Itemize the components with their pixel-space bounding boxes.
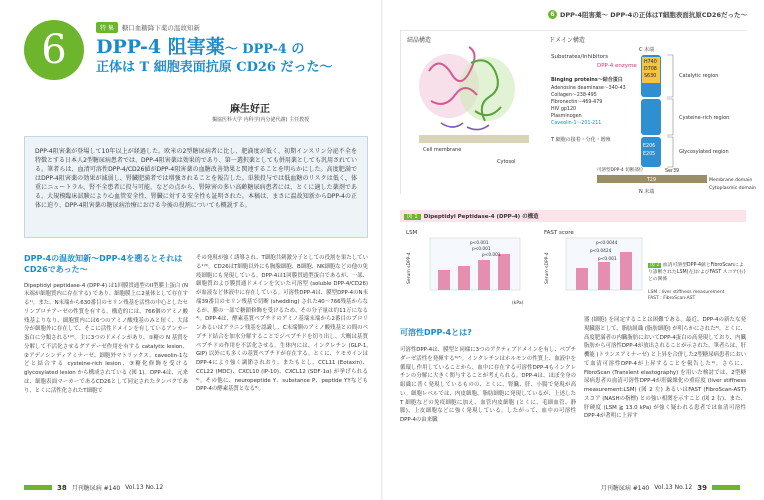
p-value: p<0.001	[470, 241, 489, 246]
ser39-label: Ser39	[665, 169, 680, 174]
figure-2-legend	[648, 290, 724, 303]
e205-label: E205	[643, 152, 656, 157]
author-affiliation: 獨協医科大学 内科学(内分泌代謝) 主任教授	[212, 117, 310, 123]
crystal-label: 結晶構造	[407, 37, 432, 44]
folio-bar	[24, 485, 52, 490]
figure-tag: 図 1	[404, 214, 421, 220]
region-label: Glycosylated region	[679, 149, 729, 155]
substrates-label: Substrates/Inhibitors	[551, 54, 609, 60]
bar	[458, 266, 470, 290]
lsm-xlabel: (kPa)	[512, 301, 524, 306]
folio-right	[601, 483, 740, 492]
p-value: p<0.001	[472, 247, 491, 252]
p-value: p<0.001	[482, 253, 501, 258]
abstract-text: DPP-4阻害薬が登場して10年以上が経過した。欧米の2型糖尿病者に比し、肥満度が低く、初期インスリン分泌不全を特徴とする日本人2型糖尿病患者では、DPP-4阻害薬は効果的であり、第一選択薬としても併用薬としても汎用されている。筆者らは、血清可溶性DPP-4/CD26値がDPP-4阻害薬の血糖改善効果と関連することを明らかにした。高度肥満ではDPP-4阻害薬の効果が減弱し、腎臓肥満者では増強されることを報告した。単独投与では低血糖のリスクは低く、体重にニュートラル、腎不全患者に投与可能、などの点から、腎障害の多い高齢糖尿病患者には、とくに適した薬剤である。大規模臨床試験により心血管安全性、腎臓に対する安全性も証明された。本稿は、まさに温故知新からDPP-4の正体に迫り、DPP-4阻害薬の糖尿病治療における今後の役割についても概説する。	[35, 148, 357, 209]
cysteine-domain	[641, 99, 661, 135]
t29-label: T29	[647, 178, 657, 183]
figure-2-caption	[648, 262, 746, 284]
fast-ylabel: Serum sDPP-4	[545, 252, 550, 284]
figure-tag: 図 2	[650, 263, 660, 268]
body-text: その発現が強く誘導され、T細胞共刺激分子としての役割を果たしている¹⁾³⁾。CD26はT細胞以外にも胸腺細胞、B細胞、NK細胞などの他の免疫細胞にも発現している。DPP-4は1回膜貫通型蛋白であるが、一部、細胞質および膜貫通ドメインを欠いた可溶型 (soluble DPP-4/CD26) が血液など体液中に存在している。可溶性DPP-4は、膜型DPP-4のN末端39番目のセリン残基で切断 (shedding) された40〜766残基からなるが、膜の一部で糖鎖修飾を受けるため、その分子量は約11万になる⁴⁾。DPP-4は、酵素基質ペプチドのアミノ基端末端から2番目のプロリンあるいはアラニン残基を認識し、C末端側のアミノ酸残基との間のペプチド結合を加水分解することでジペプチドを切り出し、大概は基質ペプチドの作用を不活化させる。生体内には、インクレチン (GLP-1, GIP) 以外にも多くの基質ペプチドが存在する。とくに、ケモカインはDPP-4により強く調節されおり、またもとし、CCL11 (Eotaxin)、CCL22 (MDC)、CXCL10 (IP-10)、CXCL12 (SDF-1α) が挙げられる⁵⁾。その他に、neuropeptide Y、substance P、peptide YYなどもDPP-4の酵素基質となる⁶⁾。	[196, 255, 368, 393]
column-c	[400, 346, 576, 425]
binding-item: Adenosine deaminase〜340-43	[551, 86, 626, 91]
chapter-badge: 6	[24, 20, 84, 80]
binding-item: Plasminogen	[551, 114, 582, 119]
volume: Vol.13 No.12	[125, 484, 164, 491]
binding-item: Caveolin-1〜201-211	[551, 121, 602, 126]
enzyme-label: DPP-4 enzyme	[597, 63, 637, 69]
column-b	[196, 254, 368, 394]
journal-name: 月刊糖尿病 #140	[600, 485, 650, 492]
binding-item: HIV gp120	[551, 107, 577, 112]
fast-title: FAST score	[544, 230, 574, 236]
legend-item: FAST : FibroScan-AST	[648, 296, 696, 302]
n-end-label: N 末端	[639, 189, 655, 195]
soluble-site-label: 可溶型DPP-4 切断部位	[597, 168, 644, 173]
domain-label: ドメイン構造	[549, 37, 585, 44]
body-text: 器 (細胞) を同定することは困難である。最近、DPP-4の新たな発現臓器として、脂肪組織 (脂肪細胞) が明らかにされた⁸⁾。とくに、高度肥満者の内臓脂肪においてDPP-4蛋白の高発現しており、内臓脂肪から可溶性DPP-4が放出されることが示された。筆者らは、肝機能 (トランスアミナーゼ) と上昇を合併した2型糖尿病患者において血清可溶性DPP-4が上昇することを報告した⁹⁾。さらに、FibroScan (Transient elastography) を用いた検討では、2型糖尿病患者の血清可溶性DPP-4が肝線維化の重症度 (liver stiffness measurement:LSM) (図 2 左) あるいはFAST (FibroScan-AST) スコア (NASHの指標) との強い相関を示すこと (図 2 右)、また、肝硬度 (LSM ≧ 13.0 kPa) が強く疑われる患者では血清可溶性DPP-4が著明に上昇す	[584, 317, 746, 420]
caption-text: Dipeptidyl Peptidase-4 (DPP-4) の構造	[423, 214, 539, 220]
region-label: Catalytic region	[679, 73, 719, 79]
body-text: Dipeptidyl peptidase-4 (DPP-4) は1回膜貫通型のII型膜上蛋白 (N末端が細胞質内に存在する) であり、細胞膜上に2量体として存在する¹⁾。また、N末端から630番目のセリン残基を活性の中心としたセリンプロテアーゼの性質を有する。構造的には、766個のアミノ酸残基よりなり、細胞質内には6つのアミノ酸残基のみと短く、大部分が細胞外に存在して、そこに活性ドメインを有しているアンカー蛋白に分類される¹⁾²⁾。主に3つのドメインがあり、①糖の N 基質を分解して不活化させるグアデーゼ作用を有する catalytic lesion、②アデノシンディアミナーゼ、細胞外マトリックス、caveolin-1などと結合する cysteine-rich lesion、③糖化修飾を受ける glycosylated lesion から構成されている (図 1)。DPP-4は、元来は、細胞表面マーカーであるCD26として同定されたタンパクであり、とくに活性化されたT細胞で	[24, 282, 188, 394]
lsm-ylabel: Serum sDPP-4	[407, 252, 412, 284]
cell-membrane-label: Cell membrane	[423, 147, 462, 153]
legend-item: LSM : liver stiffness measurement	[648, 290, 725, 295]
title-main: DPP-4 阻害薬	[96, 36, 225, 58]
feature-tag	[96, 22, 200, 33]
residue-label: D708	[644, 67, 657, 72]
title-sub: 〜 DPP-4 の	[224, 42, 305, 57]
chapter-dot: 6	[548, 10, 557, 19]
tcell-label: T 細胞の接着・分化・増殖	[551, 137, 611, 143]
author-name: 麻生好正	[230, 104, 270, 115]
cytosol-label: Cytosol	[497, 159, 516, 165]
bar	[438, 270, 450, 290]
e206-label: E206	[643, 144, 656, 149]
p-value: p<0.0424	[590, 249, 612, 254]
feature-pill: 特 集	[96, 22, 118, 33]
bar	[620, 252, 632, 290]
bar	[598, 262, 610, 290]
bar	[576, 268, 588, 290]
p-value: p<0.001	[598, 257, 617, 262]
feature-title: 糖口血糖降下薬の温故知新	[121, 24, 200, 32]
running-head-text: DPP-4阻害薬〜 DPP-4の正体はT細胞表面抗原CD26だった〜	[560, 11, 747, 19]
dpp4-structure-diagram	[401, 31, 756, 195]
body-text: 可溶性DPP-4は、膜型と同様に3つのアクティブドメインを有し、ペプチダーゼ活性を発揮する⁶⁾⁷⁾。インクレチンはホルモンの性質上、血液中を循環し作用していることから、血中に存在する可溶性DPP-4もインクレチンの分解に大きく関与することが考えられる。DPP-4は、ほぼ全身の組織に普く発現しているものの、とくに、腎臓、肝、小腸で発現が高い。細胞レベルでは、内皮細胞、脂肪細胞に発現しているが、上述した T 細胞などの免疫細胞に加え、血管内皮細胞 (とくに、毛細血管、静脈)、上皮細胞などに強く発現している。したがって、血中の可溶性DPP-4の由来臓	[400, 347, 576, 423]
caption-text: 血清可溶型DPP-4値とFibroScanにより診断されたLSM(左)およびFAST スコア(右)との関係	[648, 263, 746, 283]
abstract-box	[24, 136, 368, 238]
gutter	[381, 0, 383, 500]
column-a	[24, 254, 188, 395]
article-title	[96, 36, 366, 76]
folio-left	[24, 483, 163, 492]
figure-1-caption	[400, 210, 746, 222]
title-line2: 正体は T 細胞表面抗原 CD26 だった〜	[96, 59, 333, 75]
section-heading: 可溶性DPP-4とは?	[400, 328, 472, 337]
binding-item: Collagen〜238-495	[551, 93, 597, 98]
lsm-title: LSM	[406, 230, 418, 236]
column-d	[584, 316, 746, 421]
page-number: 38	[57, 483, 67, 492]
volume: Vol.13 No.12	[654, 484, 693, 491]
membrane-band	[419, 135, 529, 143]
region-label: Membrane domain	[709, 178, 753, 183]
binding-item: Fibronectin〜469-479	[551, 100, 603, 105]
residue-label: H740	[644, 60, 657, 65]
c-end-label: C 末端	[639, 47, 655, 53]
page-number: 39	[697, 483, 707, 492]
figure-1	[400, 30, 756, 195]
binding-title: Binging proteins〜結合蛋白	[551, 77, 623, 83]
p-value: p<0.0044	[596, 241, 618, 246]
region-label: Cytoplasmic domain	[709, 186, 756, 191]
section-heading: DPP-4の温故知新〜DPP-4を遡るとそれはCD26であった〜	[24, 254, 183, 274]
folio-bar	[712, 485, 740, 490]
journal-name: 月刊糖尿病 #140	[71, 485, 121, 492]
bar	[498, 254, 510, 290]
bar	[478, 260, 490, 290]
running-head	[548, 10, 747, 19]
region-label: Cysteine-rich region	[679, 115, 730, 121]
residue-label: S630	[644, 74, 657, 79]
